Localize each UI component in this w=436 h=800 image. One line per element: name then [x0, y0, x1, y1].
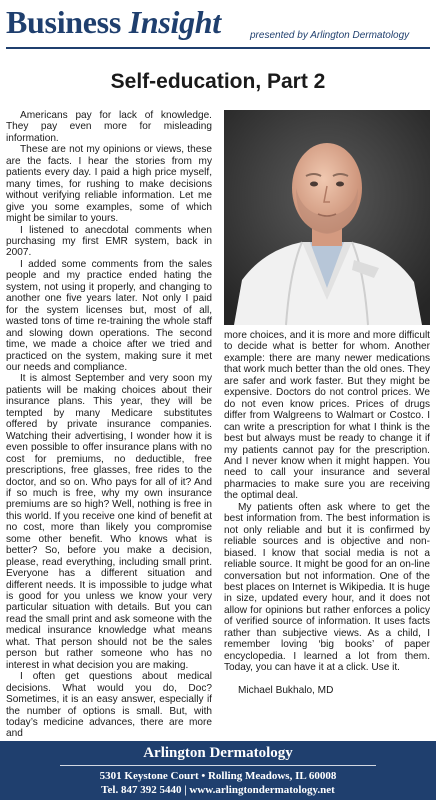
article-right-column: [224, 330, 430, 710]
footer-contact: Tel. 847 392 5440 | www.arlingtondermatology.net: [101, 784, 335, 796]
article-paragraph: I listened to anecdotal comments when purchasing my first EMR system, back in 2007.: [6, 224, 212, 259]
footer-divider: [60, 765, 376, 766]
masthead-subtitle: presented by Arlington Dermatology: [250, 30, 410, 41]
masthead-title-italic: Insight: [128, 4, 221, 40]
article-headline: Self-education, Part 2: [110, 70, 326, 93]
article-paragraph: I often get questions about medical decisions. What would you do, Doc? Sometimes, it is an easy answer, especially if the number of options is small. But, with today’s medicine advances, there are more and: [6, 671, 212, 740]
author-photo-illustration: [224, 110, 430, 325]
footer-address: 5301 Keystone Court • Rolling Meadows, IL 60008: [99, 770, 337, 782]
masthead-title-main: Business: [6, 4, 121, 40]
article-paragraph: more choices, and it is more and more difficult to decide what is better for whom. Another example: there are many newer medications that work much better than the old ones. They are safer and work faster. But they might be expensive. Doctors do not control prices. We do not even know prices. Prices of drugs differ from Walgreens to Walmart or Costco. I can write a prescription for what I think is the best but always must be ready to change it if my patients cannot pay for the prescription. And I never know when it might happen. You need to call your insurance and several pharmacies to make sure you are receiving the optimal deal.: [224, 330, 430, 502]
article-left-column: [6, 110, 212, 740]
article-paragraph: My patients often ask where to get the best information from. The best information is not only reliable and but it is confirmed by reliable sources and is objective and non-biased. I know that social media is not a reliable source. It might be good for an on-line conversation but not information. One of the best places on Internet is Wikipedia. It is huge in size, updated every hour, and it does not allow for opinions but rather enforces a policy of verified source of information. It uses facts rather than subjective views. As a child, I remember loving ‘big books’ of paper encyclopedia. I learned a lot from them. Today, you can have it at a click. Use it.: [224, 501, 430, 674]
article-paragraph: Americans pay for lack of knowledge. They pay even more for misleading information.: [6, 110, 212, 144]
masthead-divider: [6, 47, 430, 49]
masthead-title: [6, 4, 221, 41]
footer-practice-name: Arlington Dermatology: [143, 745, 293, 761]
masthead: [0, 0, 436, 56]
article-paragraph: I added some comments from the sales people and my practice ended hating the system, not using it properly, and changing to another one five years later. Not only I paid for the system licenses but, most of all, wasted tons of time re-training the whole staff and slowing down operations. The second time, we made a choice after we tried and practiced on the system, making sure it met our needs and compliance.: [6, 258, 212, 373]
article-paragraph: It is almost September and very soon my patients will be making choices about their insurance plans. This year, they will be tempted by many Medicare substitutes offered by private insurance companies. Watching their advertising, I wonder how it is even possible to offer insurance plans with no cost for premiums, no deductible, free prescriptions, free glasses, free rides to the doctor, and so on. Who pays for all of it? And if so much is free, why my own insurance premiums are so high? Well, nothing is free in this world. If you receive one kind of benefit at no cost, more than likely you compromise some other benefit. Who knows what is better? So, before you make a decision, please, read everything, including small print. Everyone has a different situation and different needs. It is impossible to judge what is good for you unless we know your very particular situation with details. But you can read the small print and ask someone with the medical insurance knowledge what means what. That person should not be the sales person but rather someone who has no interest in what decision you are making.: [6, 373, 212, 671]
author-signature: Michael Bukhalo, MD: [238, 684, 334, 696]
footer: [0, 741, 436, 800]
article-paragraph: These are not my opinions or views, these are the facts. I hear the stories from my patients every day. I paid a high price myself, many times, for rushing to make decisions without verifying reliable information. Let me give you some examples, some of which might be similar to yours.: [6, 144, 212, 225]
author-photo: [224, 110, 430, 325]
